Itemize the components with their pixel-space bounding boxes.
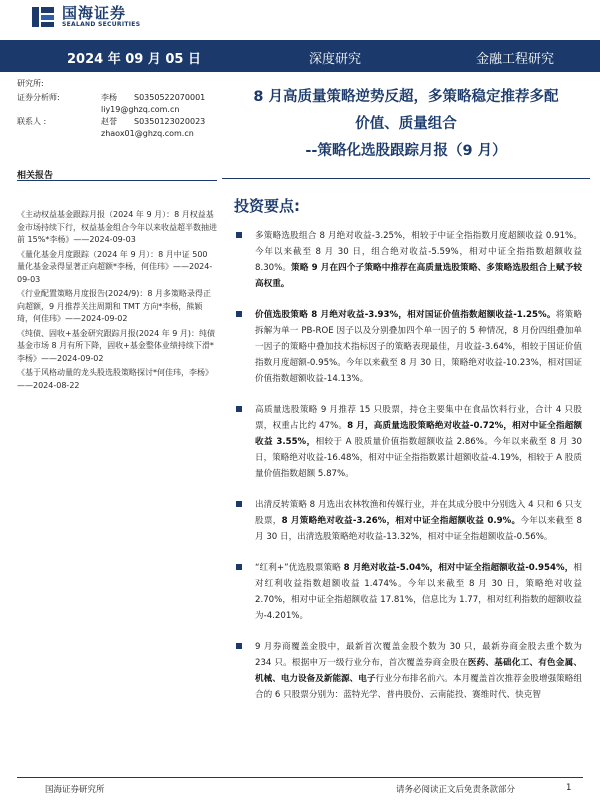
related-reports-heading: 相关报告 [17, 171, 54, 181]
analyst-email[interactable]: liy19@ghzq.com.cn [101, 105, 180, 114]
analyst-name: 李杨 [101, 93, 117, 102]
point-text: 9 月券商覆盖金股中，最新首次覆盖金股个数为 30 只，最新券商金股去重个数为 234 只。根据申万一级行业分布，首次覆盖券商金股在 [255, 642, 582, 668]
point-highlight: 8 月，高质量选股策略绝对收益-0.72%，相对中证全指超额收益 3.55%， [255, 421, 582, 447]
related-report-item[interactable]: 《行业配置策略月度报告(2024/9)：8 月多策略录得正向超额，9 月推荐关注周期和 TMT 方向*李杨，熊颖琦，何佳玮》——2024-09-02 [17, 289, 212, 323]
key-point [236, 560, 582, 624]
related-divider [17, 180, 217, 181]
key-point [236, 497, 582, 545]
footer-source: 国海证券研究所 [45, 785, 105, 795]
key-point [236, 228, 582, 292]
analyst-cert: S0350522070001 [134, 93, 206, 102]
point-highlight: 策略 9 月在四个子策略中推荐在高质量选股策略、多策略选股组合上赋予较高权重。 [255, 263, 582, 289]
title-divider [222, 178, 590, 179]
report-title [222, 84, 590, 165]
report-date: 2024 年 09 月 05 日 [67, 52, 201, 67]
related-report-item[interactable]: 《纯债、固收+基金研究跟踪月报(2024 年 9 月)：纯债基金市场 8 月有所下降，固收+基金整体业绩持续下滑*李杨》——2024-09-02 [17, 328, 216, 363]
point-text: 高质量选股策略 9 月推荐 15 只股票，持仓主要集中在食品饮料行业，合计 4 只股票，权重占比约 47%。 [255, 405, 582, 431]
point-text: 相较于 A 股质量价值指数超额收益 2.86%。今年以来截至 8 月 30 日，策略绝对收益-16.48%，相对中证全指指数累计超额收益-4.19%，相较于 A 股质量价值指数超额 5.87%。 [255, 437, 582, 479]
point-highlight: 8 月绝对收益-5.04%，相对中证全指超额收益-0.954%， [343, 563, 574, 573]
related-report-item[interactable]: 《量化基金月度跟踪（2024 年 9 月）：8 月中证 500 量化基金录得显著正向超额*李杨，何佳玮》——2024-09-03 [17, 249, 213, 284]
contact-name: 赵誉 [101, 117, 117, 126]
point-highlight: 医药、基础化工、有色金属、机械、电力设备及新能源、电子 [255, 658, 582, 684]
point-text: “红利+”优选股票策略 [255, 563, 344, 573]
point-text: 相对红利收益指数超额收益 1.474%。今年以来截至 8 月 30 日，策略绝对收益 2.70%，相对中证全指超额收益 17.81%，信息比为 1.77，相对红利指数的超额收益为-4.201%。 [255, 563, 582, 621]
point-text: 行业分布排名前六。本月覆盖首次推荐金股增强策略组合的 6 只股票分别为：蓝特光学、普冉股份、云南能投、赛维时代、快克智 [255, 674, 582, 700]
point-highlight: 8 月策略绝对收益-3.26%，相对中证全指超额收益 0.9%。 [281, 516, 521, 526]
brand-name-cn: 国海证券 [62, 4, 127, 22]
report-type: 深度研究 [309, 52, 362, 67]
bullet-square-icon [236, 232, 242, 238]
analyst-info [17, 78, 217, 158]
contact-cert: S0350123020023 [134, 117, 206, 126]
related-report-item[interactable]: 《主动权益基金跟踪月报（2024 年 9 月）：8 月权益基金市场持续下行，权益基金组合今年以来收益超半数抽进前 15%*李杨》——2024-09-03 [17, 210, 217, 244]
page-number: 1 [566, 783, 572, 793]
key-points [236, 228, 582, 718]
researcher-label: 研究所: [17, 79, 44, 88]
related-report-item[interactable]: 《基于风格动量的龙头股选股策略探讨*何佳玮，李杨》——2024-08-22 [17, 368, 213, 390]
bullet-square-icon [236, 564, 242, 570]
point-text: 将策略拆解为单一 PB-ROE 因子以及分别叠加四个单一因子的 5 种情况，8 月份四组叠加单一因子的策略中叠加技术指标因子的策略表现最佳，月收益-3.64%，相较于国证价值指数月度超额-0.95%。今年以来截至 8 月 30 日，策略绝对收益-10.23%，相对国证价值指数超额收益-14.13%。 [255, 310, 582, 384]
contact-label: 联系人 : [17, 117, 47, 126]
section-heading: 投资要点: [234, 197, 300, 215]
bullet-square-icon [236, 643, 242, 649]
key-point [236, 402, 582, 482]
bullet-square-icon [236, 311, 242, 317]
title-line-1: 8 月高质量策略逆势反超，多策略稳定推荐多配 [253, 89, 559, 105]
key-point [236, 307, 582, 387]
contact-email[interactable]: zhaox01@ghzq.com.cn [101, 129, 194, 138]
bullet-square-icon [236, 406, 242, 412]
header-band [0, 40, 600, 72]
report-category: 金融工程研究 [476, 52, 555, 67]
point-highlight: 价值选股策略 8 月绝对收益-3.93%，相对国证价值指数超额收益-1.25%。 [255, 310, 556, 320]
point-text: 多策略选股组合 8 月绝对收益-3.25%，相较于中证全指指数月度超额收益 0.91%。今年以来截至 8 月 30 日，组合绝对收益-5.59%，相对中证全指指数超额收益 8.30%。 [255, 231, 582, 273]
bullet-square-icon [236, 501, 242, 507]
analyst-label: 证券分析师: [17, 93, 60, 102]
title-line-3: --策略化选股跟踪月报（9 月） [305, 143, 507, 159]
brand-name-en: SEALAND SECURITIES [62, 21, 141, 28]
footer-disclaimer: 请务必阅读正文后免责条款部分 [396, 785, 516, 795]
key-point [236, 639, 582, 703]
sealand-logo-icon [30, 4, 56, 30]
brand-logo [30, 4, 140, 30]
related-reports-list [17, 209, 217, 394]
point-text: 出清反转策略 8 月选出农林牧渔和传媒行业，并在其成分股中分别选入 4 只和 6 只支股票， [255, 500, 582, 526]
title-line-2: 价值、质量组合 [355, 116, 457, 132]
footer-divider [17, 777, 583, 778]
point-text: 今年以来截至 8 月 30 日，出清选股策略绝对收益-13.32%，相对中证全指超额收益-0.56%。 [255, 516, 582, 542]
